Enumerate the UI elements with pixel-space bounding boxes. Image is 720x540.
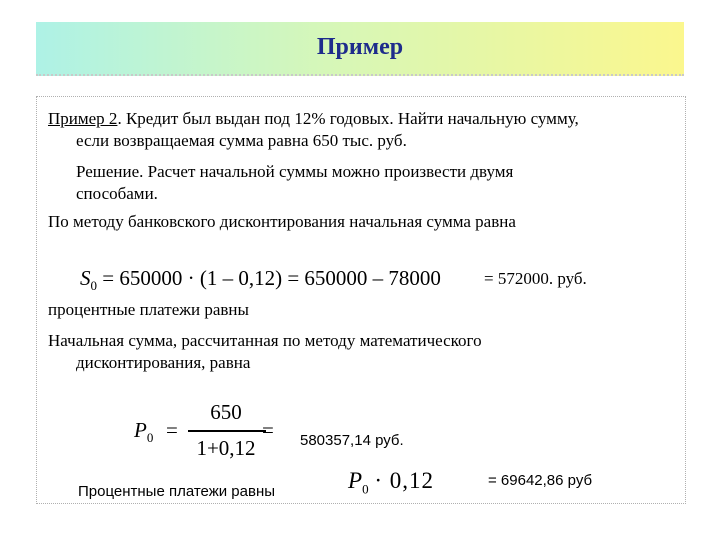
- formula-s0-expr: = 650000 · (1 – 0,12) = 650000 – 78000: [102, 266, 441, 290]
- formula-p0-numerator: 650: [210, 400, 242, 424]
- example-text-line1: . Кредит был выдан под 12% годовых. Найти начальную сумму,: [117, 109, 579, 128]
- math-discount-text-line2: дисконтирования, равна: [76, 353, 251, 372]
- formula-s0-lhs: S: [80, 266, 91, 290]
- title-bar: [36, 22, 684, 76]
- formula-interest-expr: · 0,12: [374, 468, 434, 493]
- interest-payments-label: Процентные платежи равны: [78, 483, 276, 500]
- bank-discount-text: По методу банковского дисконтирования начальная сумма равна: [48, 212, 516, 231]
- formula-s0-sub: 0: [90, 278, 97, 294]
- formula-p0-result: 580357,14 руб.: [300, 432, 404, 449]
- formula-p0-symbol: P: [134, 418, 147, 442]
- formula-interest-result: = 69642,86 руб: [488, 472, 593, 489]
- formula-s0-result: = 572000. руб.: [484, 269, 587, 288]
- formula-p0-sub: 0: [146, 430, 154, 446]
- formula-interest-sub: 0: [362, 481, 369, 497]
- fraction-bar: [188, 430, 266, 432]
- paragraph-example: [48, 108, 579, 129]
- formula-p0-denominator: 1+0,12: [196, 436, 256, 460]
- slide-title: Пример: [316, 34, 404, 60]
- example-text-line2: если возвращаемая сумма равна 650 тыс. руб.: [76, 131, 407, 150]
- formula-p0-lhs: [134, 418, 153, 446]
- example-label: Пример 2: [48, 109, 118, 128]
- formula-s0: [80, 266, 441, 294]
- solution-text-line1: Решение. Расчет начальной суммы можно произвести двумя: [76, 162, 514, 181]
- interest-payments-text: процентные платежи равны: [48, 300, 249, 319]
- math-discount-text-line1: Начальная сумма, рассчитанная по методу математического: [48, 331, 482, 350]
- formula-p0-eq: =: [166, 418, 178, 442]
- formula-interest-lhs: P: [348, 468, 363, 493]
- solution-text-line2: способами.: [76, 184, 158, 203]
- formula-interest: [348, 468, 434, 498]
- formula-p0-eq2: =: [262, 418, 274, 442]
